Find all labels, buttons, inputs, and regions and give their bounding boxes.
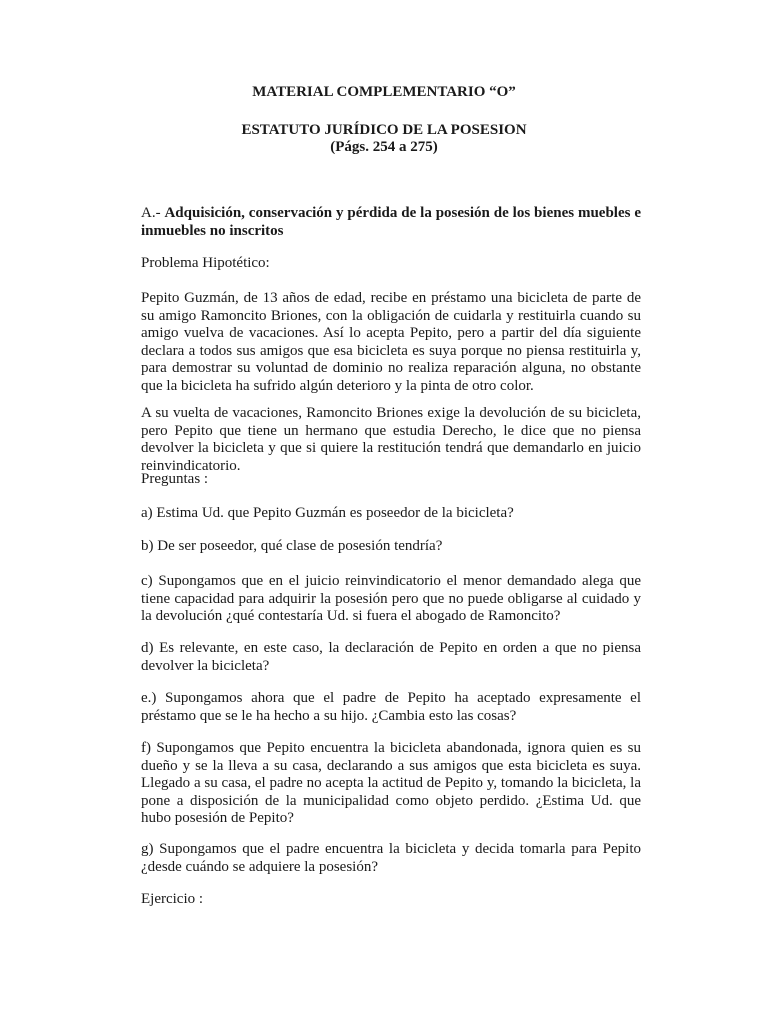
section-heading: Adquisición, conservación y pérdida de la posesión de los bienes muebles e inmuebles no inscritos (141, 205, 641, 239)
question-a: a) Estima Ud. que Pepito Guzmán es poseedor de la bicicleta? (141, 505, 514, 521)
problem-label: Problema Hipotético: (141, 255, 270, 271)
section-prefix: A.- (141, 205, 165, 221)
question-f: f) Supongamos que Pepito encuentra la bicicleta abandonada, ignora quien es su dueño y se la lleva a su casa, declarando a sus amigos que esta bicicleta es suya. Llegado a su casa, el padre no acepta la actitud de Pepito y, tomando la bicicleta, la pone a disposición de la municipalidad como objeto perdido. ¿Estima Ud. que hubo posesión de Pepito? (141, 740, 641, 826)
document-title: MATERIAL COMPLEMENTARIO “O” (252, 84, 516, 100)
questions-label: Preguntas : (141, 471, 209, 487)
question-g: g) Supongamos que el padre encuentra la bicicleta y decida tomarla para Pepito ¿desde cuándo se adquiere la posesión? (141, 841, 641, 875)
question-e: e.) Supongamos ahora que el padre de Pepito ha aceptado expresamente el préstamo que se le ha hecho a su hijo. ¿Cambia esto las cosas? (141, 690, 641, 724)
question-d: d) Es relevante, en este caso, la declaración de Pepito en orden a que no piensa devolver la bicicleta? (141, 640, 641, 674)
section-heading-block (141, 205, 641, 240)
problem-paragraph-2: A su vuelta de vacaciones, Ramoncito Briones exige la devolución de su bicicleta, pero Pepito que tiene un hermano que estudia Derecho, le dice que no piensa devolver la bicicleta y que si quiere la restitución tendrá que demandarlo en juicio reinvindicatorio. (141, 405, 641, 474)
document-subtitle: ESTATUTO JURÍDICO DE LA POSESION (241, 122, 527, 138)
question-c: c) Supongamos que en el juicio reinvindicatorio el menor demandado alega que tiene capacidad para adquirir la posesión pero que no puede obligarse al cuidado y la devolución ¿qué contestaría Ud. si fuera el abogado de Ramoncito? (141, 573, 641, 624)
question-b: b) De ser poseedor, qué clase de posesión tendría? (141, 538, 443, 554)
problem-paragraph-1: Pepito Guzmán, de 13 años de edad, recibe en préstamo una bicicleta de parte de su amigo Ramoncito Briones, con la obligación de cuidarla y restituirla cuando su amigo vuelva de vacaciones. Así lo acepta Pepito, pero a partir del día siguiente declara a todos sus amigos que esa bicicleta es suya porque no piensa restituirla y, para demostrar su voluntad de dominio no realiza reparación alguna, no obstante que la bicicleta ha sufrido algún deterioro y la pinta de otro color. (141, 290, 641, 394)
exercise-label: Ejercicio : (141, 891, 204, 907)
page-reference: (Págs. 254 a 275) (330, 139, 438, 155)
